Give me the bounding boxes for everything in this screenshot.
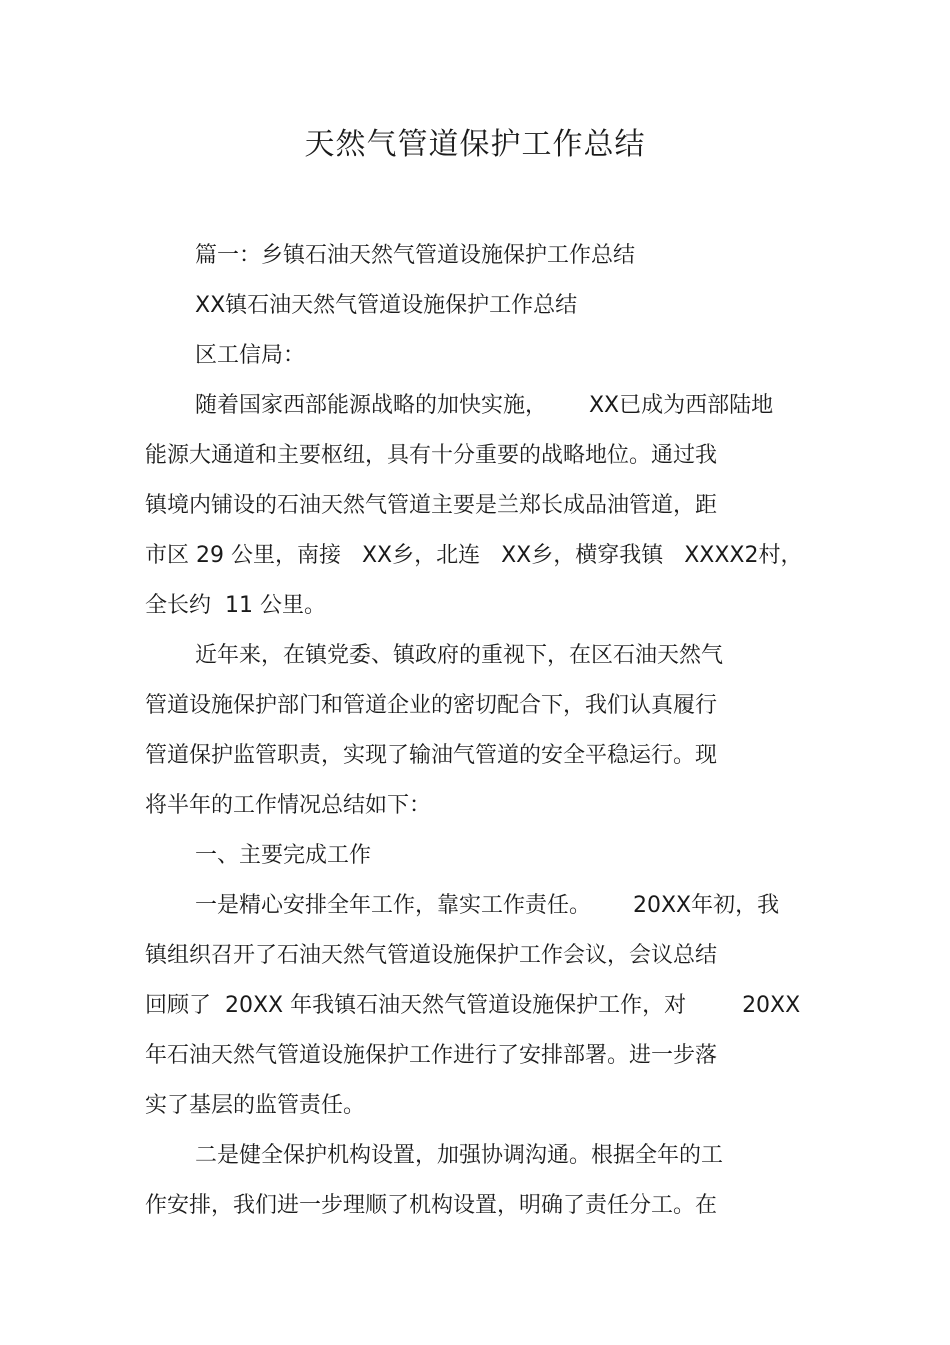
text-line: 市区 29 公里，南接 XX乡，北连 XX乡，横穿我镇 XXXX2村， [145, 543, 803, 568]
text-line: 近年来，在镇党委、镇政府的重视下，在区石油天然气 [195, 643, 724, 668]
text-line: 将半年的工作情况总结如下： [145, 793, 432, 818]
text-line: 镇组织召开了石油天然气管道设施保护工作会议，会议总结 [145, 943, 718, 968]
text-line: 作安排，我们进一步理顺了机构设置，明确了责任分工。在 [145, 1193, 718, 1218]
text-line: 能源大通道和主要枢纽，具有十分重要的战略地位。通过我 [145, 443, 718, 468]
text-line: 回顾了 20XX 年我镇石油天然气管道设施保护工作，对 20XX [145, 993, 801, 1018]
text-line: 镇境内铺设的石油天然气管道主要是兰郑长成品油管道，距 [145, 493, 718, 518]
section-heading: 一、主要完成工作 [195, 843, 372, 868]
text-line: 管道设施保护部门和管道企业的密切配合下，我们认真履行 [145, 693, 718, 718]
text-line: 全长约 11 公里。 [145, 593, 326, 618]
document-title: 天然气管道保护工作总结 [304, 127, 646, 162]
text-line: 篇一：乡镇石油天然气管道设施保护工作总结 [195, 243, 636, 268]
text-line: 年石油天然气管道设施保护工作进行了安排部署。进一步落 [145, 1043, 718, 1068]
text-line: 二是健全保护机构设置，加强协调沟通。根据全年的工 [195, 1143, 724, 1168]
text-line: 区工信局： [195, 343, 306, 368]
text-line: 管道保护监管职责，实现了输油气管道的安全平稳运行。现 [145, 743, 718, 768]
text-line: XX镇石油天然气管道设施保护工作总结 [195, 293, 578, 318]
text-line: 实了基层的监管责任。 [145, 1093, 366, 1118]
text-line: 随着国家西部能源战略的加快实施， XX已成为西部陆地 [195, 393, 774, 418]
text-line: 一是精心安排全年工作，靠实工作责任。 20XX年初，我 [195, 893, 780, 918]
